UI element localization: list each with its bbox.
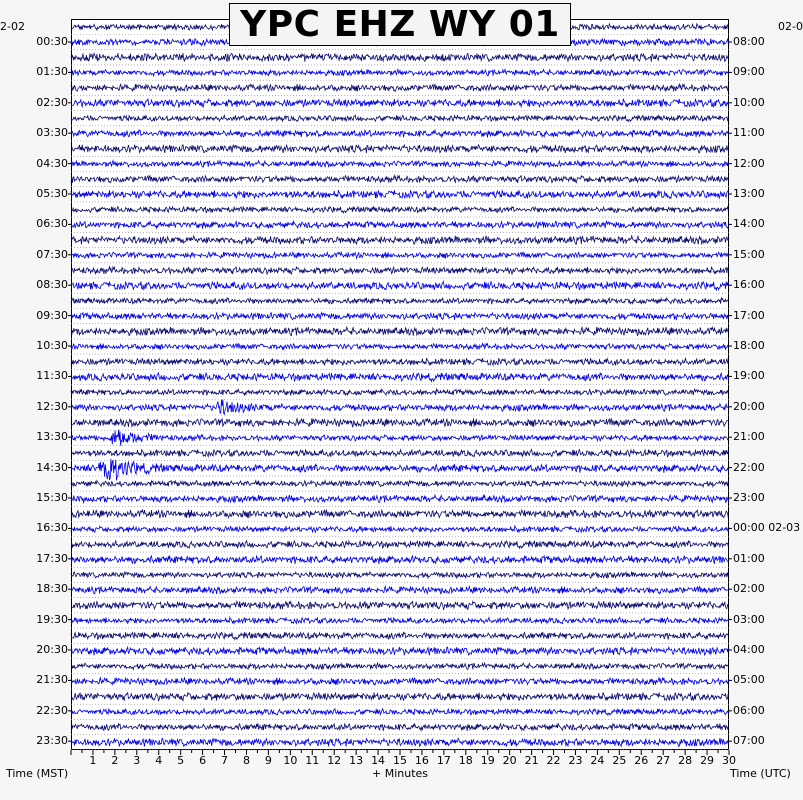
x-tick-label: 24	[590, 754, 605, 767]
seismic-trace	[71, 555, 728, 564]
seismic-trace	[71, 418, 728, 427]
seismic-trace	[71, 298, 728, 305]
seismic-trace	[71, 459, 728, 481]
seismic-trace	[71, 541, 728, 549]
seismic-trace	[71, 647, 728, 656]
x-tick-label: 15	[393, 754, 407, 767]
seismic-trace	[71, 84, 728, 91]
x-tick-label: 6	[199, 754, 207, 767]
seismic-trace	[71, 601, 728, 609]
seismic-trace	[71, 449, 728, 456]
left-time-label: 02:30	[36, 95, 68, 109]
right-time-label: 13:00	[733, 187, 765, 200]
right-time-label: 14:00	[733, 217, 765, 231]
x-tick-label: 16	[414, 754, 429, 767]
seismic-trace	[71, 115, 728, 121]
left-time-label: 14:30	[36, 460, 68, 474]
right-time-label: 01:00	[733, 551, 765, 565]
seismic-trace	[71, 510, 728, 518]
x-tick-label: 27	[656, 754, 671, 767]
x-tick-label: 8	[242, 754, 250, 767]
left-time-label: 07:30	[36, 247, 68, 261]
right-time-label: 11:00	[733, 126, 765, 140]
x-tick-label: 20	[502, 754, 517, 767]
seismic-trace	[71, 69, 728, 76]
seismic-trace	[71, 343, 728, 349]
left-time-label: 15:30	[36, 491, 68, 504]
seismic-trace	[71, 267, 728, 274]
seismic-trace	[71, 400, 728, 415]
left-time-label: 19:30	[36, 612, 68, 626]
x-tick-label: 18	[458, 754, 473, 767]
x-tick-label: 22	[546, 754, 561, 767]
right-time-label: 12:00	[733, 156, 765, 170]
right-time-label: 20:00	[733, 399, 765, 413]
x-tick-label: 17	[436, 754, 451, 767]
seismic-trace	[71, 252, 728, 258]
seismic-trace	[71, 632, 728, 640]
seismic-trace	[71, 327, 728, 336]
x-tick-label: 7	[221, 754, 229, 767]
right-time-label: 15:00	[733, 247, 765, 261]
seismic-trace	[71, 176, 728, 183]
left-time-label: 08:30	[36, 278, 68, 292]
left-time-label: 12:30	[36, 399, 68, 413]
x-tick-label: 21	[524, 754, 539, 767]
seismic-trace	[71, 572, 728, 579]
seismic-trace	[71, 678, 728, 685]
seismic-trace	[71, 145, 728, 153]
left-time-label: 22:30	[36, 703, 68, 717]
right-time-label: 02:00	[733, 582, 765, 596]
left-time-label: 06:30	[36, 217, 68, 231]
left-axis-title: Time (MST)	[6, 767, 69, 780]
left-time-label: 03:30	[36, 126, 68, 140]
seismic-trace	[71, 617, 728, 623]
seismic-trace	[71, 236, 728, 245]
seismic-trace	[71, 282, 728, 291]
x-axis-title: + Minutes	[372, 767, 429, 780]
x-tick-label: 19	[480, 754, 495, 767]
left-time-label: 21:30	[36, 673, 68, 687]
right-axis-title: Time (UTC)	[730, 767, 791, 780]
seismic-trace	[71, 663, 728, 670]
right-time-label: 08:00	[733, 35, 765, 48]
right-time-label: 06:00	[733, 703, 765, 717]
seismic-trace	[71, 358, 728, 365]
x-tick-label: 26	[634, 754, 649, 767]
x-tick-label: 11	[305, 754, 320, 767]
x-tick-label: 29	[700, 754, 715, 767]
left-time-label: 23:30	[36, 734, 68, 748]
date-left: 2-02	[0, 20, 25, 33]
left-time-label: 17:30	[36, 551, 68, 565]
left-time-label: 13:30	[36, 430, 68, 444]
seismic-trace	[71, 161, 728, 168]
seismic-trace	[71, 738, 728, 747]
title-box	[229, 3, 571, 46]
right-time-label: 18:00	[733, 339, 765, 352]
x-tick-label: 14	[371, 754, 386, 767]
x-tick-label: 9	[264, 754, 272, 767]
right-time-label: 10:00	[733, 95, 765, 109]
left-time-label: 05:30	[36, 187, 68, 200]
right-time-label: 05:00	[733, 673, 765, 687]
x-tick-label: 13	[349, 754, 364, 767]
seismic-trace	[71, 692, 728, 701]
left-time-label: 11:30	[36, 369, 68, 383]
seismic-trace	[71, 190, 728, 198]
right-time-label: 04:00	[733, 643, 765, 656]
seismic-trace	[71, 373, 728, 382]
seismic-trace	[71, 709, 728, 715]
left-time-label: 16:30	[36, 521, 68, 535]
x-tick-label: 10	[283, 754, 298, 767]
right-time-label: 03:00	[733, 612, 765, 626]
left-time-label: 18:30	[36, 582, 68, 596]
x-tick-label: 3	[133, 754, 141, 767]
x-tick-label: 12	[327, 754, 342, 767]
right-time-label: 17:00	[733, 308, 765, 322]
seismic-trace	[71, 389, 728, 396]
left-time-label: 00:30	[36, 35, 68, 48]
x-tick-label: 23	[568, 754, 583, 767]
right-time-label: 16:00	[733, 278, 765, 292]
left-time-label: 04:30	[36, 156, 68, 170]
x-tick-label: 25	[612, 754, 627, 767]
right-time-label: 07:00	[733, 734, 765, 748]
seismic-trace	[71, 495, 728, 503]
left-time-label: 01:30	[36, 65, 68, 79]
date-right: 02-0	[778, 20, 803, 33]
seismic-trace	[71, 221, 728, 229]
seismic-trace	[71, 313, 728, 320]
x-tick-label: 30	[722, 754, 736, 767]
seismic-trace	[71, 586, 728, 594]
seismic-trace	[71, 723, 728, 731]
seismic-trace	[71, 53, 728, 62]
left-time-label: 20:30	[36, 643, 68, 656]
right-time-label: 22:00	[733, 460, 765, 474]
right-time-label: 00:00 02-03	[733, 521, 801, 535]
x-tick-label: 4	[155, 754, 163, 767]
right-time-label: 09:00	[733, 65, 765, 79]
x-tick-label: 28	[678, 754, 693, 767]
x-tick-label: 2	[111, 754, 119, 767]
right-time-label: 23:00	[733, 491, 765, 504]
right-time-label: 19:00	[733, 369, 765, 383]
seismic-trace	[71, 526, 728, 532]
right-time-label: 21:00	[733, 430, 765, 444]
seismic-trace	[71, 99, 728, 108]
seismic-trace	[71, 206, 728, 212]
x-tick-label: 5	[177, 754, 185, 767]
left-time-label: 10:30	[36, 339, 68, 352]
seismic-trace	[71, 430, 728, 446]
seismic-trace	[71, 130, 728, 138]
x-tick-label: 1	[89, 754, 97, 767]
seismic-trace	[71, 481, 728, 487]
chart-title: YPC EHZ WY 01	[240, 3, 560, 45]
left-time-label: 09:30	[36, 308, 68, 322]
